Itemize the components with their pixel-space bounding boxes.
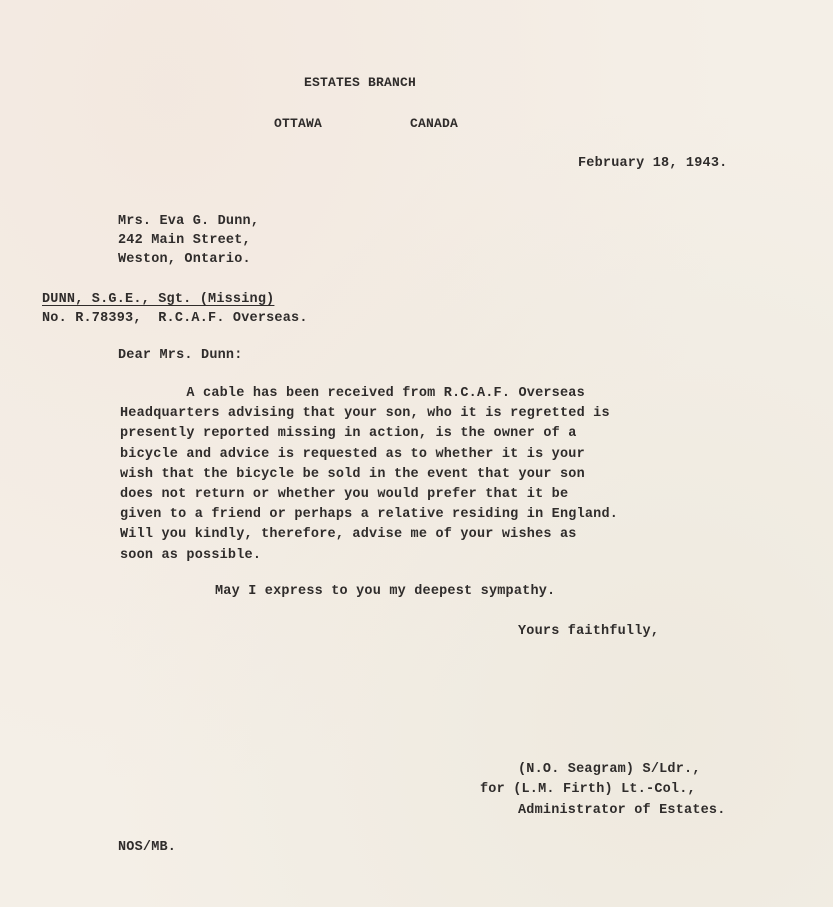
salutation: Dear Mrs. Dunn: bbox=[118, 348, 243, 363]
body-line: Headquarters advising that your son, who it is regretted is bbox=[120, 406, 610, 422]
letter-body bbox=[120, 384, 740, 566]
letter-date: February 18, 1943. bbox=[578, 156, 728, 171]
typist-initials: NOS/MB. bbox=[118, 840, 177, 855]
body-line: wish that the bicycle be sold in the event that your son bbox=[120, 466, 585, 482]
body-line: given to a friend or perhaps a relative residing in England. bbox=[120, 507, 619, 523]
closing: Yours faithfully, bbox=[518, 624, 660, 639]
recipient-city: Weston, Ontario. bbox=[118, 252, 251, 267]
recipient-street: 242 Main Street, bbox=[118, 233, 251, 248]
signature-title: Administrator of Estates. bbox=[518, 803, 726, 818]
body-line: presently reported missing in action, is the owner of a bbox=[120, 426, 577, 442]
signature-signer: (N.O. Seagram) S/Ldr., bbox=[518, 762, 701, 777]
body-line: Will you kindly, therefore, advise me of your wishes as bbox=[120, 527, 577, 543]
recipient-name: Mrs. Eva G. Dunn, bbox=[118, 214, 260, 229]
reference-number: No. R.78393, R.C.A.F. Overseas. bbox=[42, 311, 308, 326]
body-line: bicycle and advice is requested as to whether it is your bbox=[120, 446, 585, 462]
letterhead-country: CANADA bbox=[410, 116, 459, 131]
signature-for: for (L.M. Firth) Lt.-Col., bbox=[480, 782, 696, 797]
body-line: does not return or whether you would prefer that it be bbox=[120, 487, 569, 503]
letterhead-city: OTTAWA bbox=[274, 116, 323, 131]
letterhead-branch: ESTATES BRANCH bbox=[304, 75, 417, 90]
body-line: soon as possible. bbox=[120, 547, 262, 563]
body-line: A cable has been received from R.C.A.F. Overseas bbox=[120, 386, 585, 401]
sympathy-line: May I express to you my deepest sympathy. bbox=[215, 584, 556, 599]
reference-name: DUNN, S.G.E., Sgt. (Missing) bbox=[42, 292, 275, 307]
